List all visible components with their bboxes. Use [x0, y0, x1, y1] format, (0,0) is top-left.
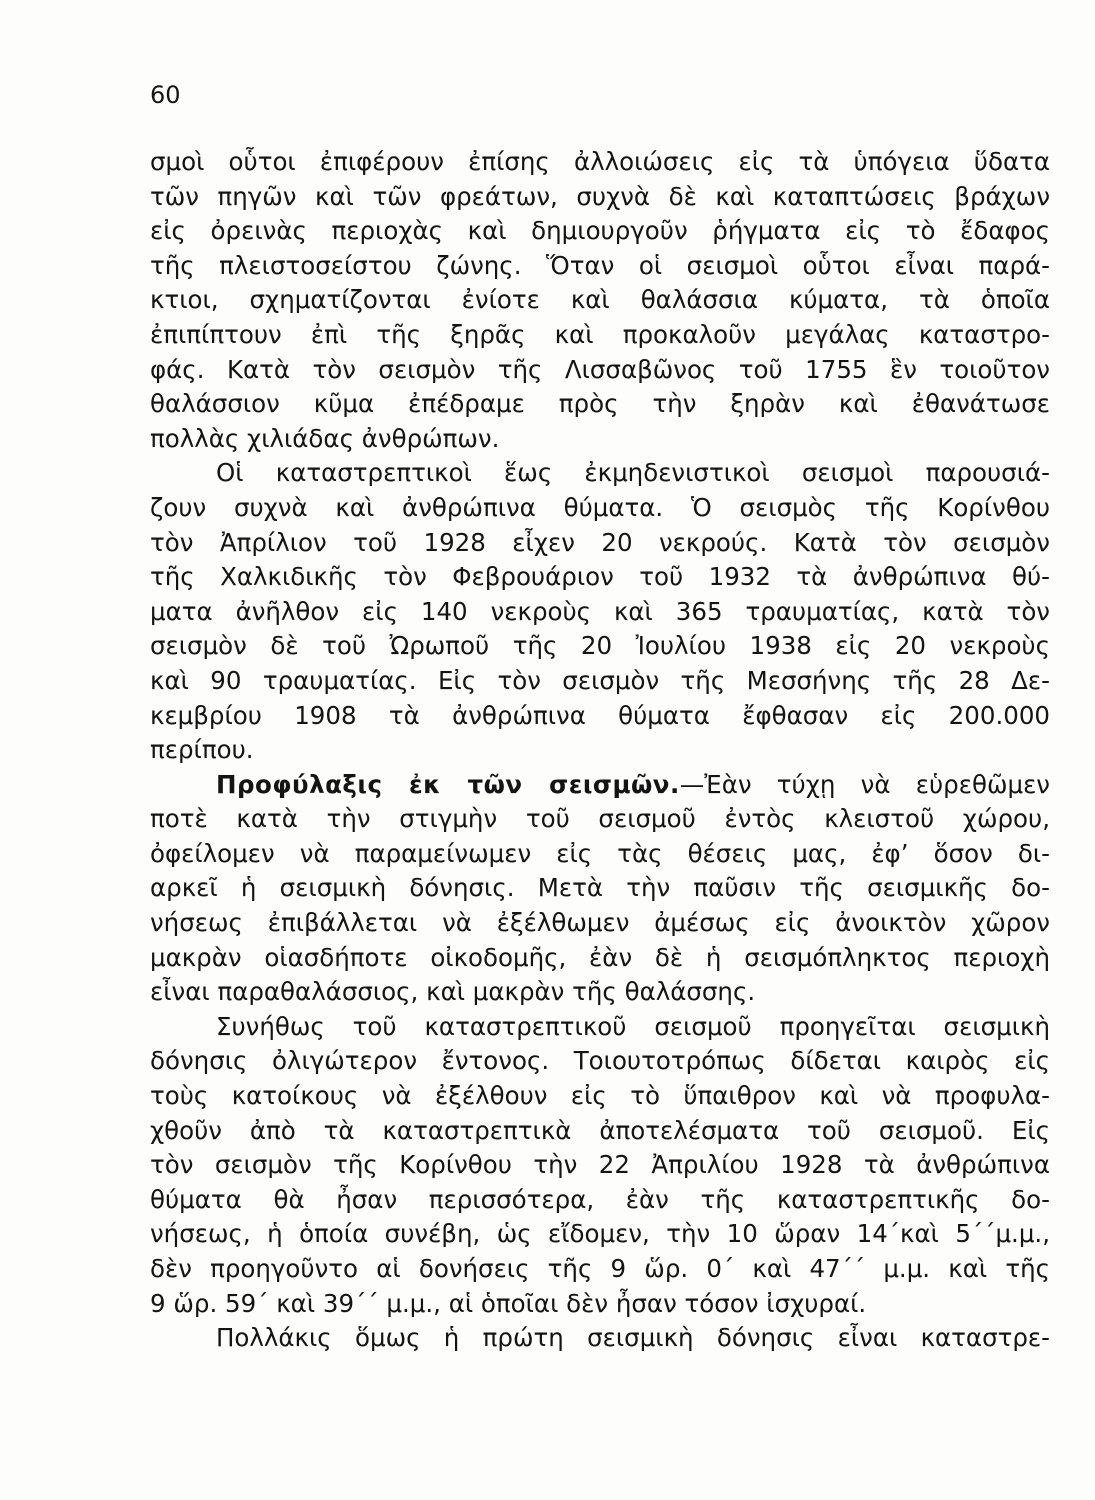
text-line: σμοὶ οὗτοι ἐπιφέρουν ἐπίσης ἀλλοιώσεις εἰς τὰ ὑπόγεια ὕδατα	[150, 147, 1050, 176]
text-line: νήσεως ἐπιβάλλεται νὰ ἐξέλθωμεν ἀμέσως εἰς ἀνοικτὸν χῶρον	[150, 908, 1050, 938]
text-line: τῆς Χαλκιδικῆς τὸν Φεβρουάριον τοῦ 1932 τὰ ἀνθρώπινα θύ-	[150, 562, 1050, 592]
text-line: δὲν προηγοῦντο αἱ δονήσεις τῆς 9 ὥρ. 0΄ καὶ 47΄΄ μ.μ. καὶ τῆς	[150, 1254, 1050, 1283]
text-line: Πολλάκις ὅμως ἡ πρώτη σεισμικὴ δόνησις εἶναι καταστρε-	[216, 1323, 1050, 1353]
text-line: θύματα θὰ ἦσαν περισσότερα, ἐὰν τῆς καταστρεπτικῆς δο-	[150, 1184, 1050, 1214]
text-line: τὸν Ἀπρίλιον τοῦ 1928 εἶχεν 20 νεκρούς. Κατὰ τὸν σεισμὸν	[150, 527, 1050, 557]
text-line: εἰς ὀρεινὰς περιοχὰς καὶ δημιουργοῦν ῥήγματα εἰς τὸ ἔδαφος	[150, 216, 1050, 246]
text-line: σεισμὸν δὲ τοῦ Ὠρωποῦ τῆς 20 Ἰουλίου 1938 εἰς 20 νεκροὺς	[150, 631, 1050, 661]
text-line: δόνησις ὀλιγώτερον ἔντονος. Τοιουτοτρόπως δίδεται καιρὸς εἰς	[150, 1046, 1050, 1076]
text-line: χθοῦν ἀπὸ τὰ καταστρεπτικὰ ἀποτελέσματα τοῦ σεισμοῦ. Εἰς	[150, 1115, 1050, 1145]
section-heading: Προφύλαξις ἐκ τῶν σεισμῶν.	[216, 769, 680, 799]
body-text	[150, 145, 1050, 1356]
text-line: κτιοι, σχηματίζονται ἐνίοτε καὶ θαλάσσια κύματα, τὰ ὁποῖα	[150, 285, 1050, 315]
text-line: τὸν σεισμὸν τῆς Κορίνθου τὴν 22 Ἀπριλίου 1928 τὰ ἀνθρώπινα	[150, 1150, 1050, 1180]
text-line: πολλὰς χιλιάδας ἀνθρώπων.	[150, 423, 500, 453]
text-line: εἶναι παραθαλάσσιος, καὶ μακρὰν τῆς θαλάσσης.	[150, 977, 756, 1007]
text-line: αρκεῖ ἡ σεισμικὴ δόνησις. Μετὰ τὴν παῦσιν τῆς σεισμικῆς δο-	[150, 873, 1050, 903]
text-line: φάς. Κατὰ τὸν σεισμὸν τῆς Λισσαβῶνος τοῦ 1755 ἓν τοιοῦτον	[150, 354, 1050, 384]
text-line: ματα ἀνῆλθον εἰς 140 νεκροὺς καὶ 365 τραυματίας, κατὰ τὸν	[150, 596, 1050, 626]
text-line: μακρὰν οἱασδήποτε οἰκοδομῆς, ἐὰν δὲ ἡ σεισμόπληκτος περιοχὴ	[150, 942, 1050, 972]
text-line: ζουν συχνὰ καὶ ἀνθρώπινα θύματα. Ὁ σεισμὸς τῆς Κορίνθου	[150, 492, 1050, 522]
text-line: ὀφείλομεν νὰ παραμείνωμεν εἰς τὰς θέσεις μας, ἐφ’ ὅσον δι-	[150, 838, 1050, 868]
text-line: θαλάσσιον κῦμα ἐπέδραμε πρὸς τὴν ξηρὰν καὶ ἐθανάτωσε	[150, 389, 1050, 419]
text-line: καὶ 90 τραυματίας. Εἰς τὸν σεισμὸν τῆς Μεσσήνης τῆς 28 Δε-	[150, 665, 1050, 695]
section-heading-line	[150, 768, 1050, 803]
text-line: Οἱ καταστρεπτικοὶ ἕως ἐκμηδενιστικοὶ σεισμοὶ παρουσιά-	[216, 458, 1050, 488]
page-number: 60	[150, 81, 181, 109]
text-line: τοὺς κατοίκους νὰ ἐξέλθουν εἰς τὸ ὕπαιθρον καὶ νὰ προφυλα-	[150, 1081, 1050, 1111]
text-line: ἐπιπίπτουν ἐπὶ τῆς ξηρᾶς καὶ προκαλοῦν μεγάλας καταστρο-	[150, 319, 1050, 349]
text-line: ποτὲ κατὰ τὴν στιγμὴν τοῦ σεισμοῦ ἐντὸς κλειστοῦ χώρου,	[150, 804, 1050, 834]
text-line: κεμβρίου 1908 τὰ ἀνθρώπινα θύματα ἔφθασαν εἰς 200.000	[150, 700, 1050, 730]
text-line: τῶν πηγῶν καὶ τῶν φρεάτων, συχνὰ δὲ καὶ καταπτώσεις βράχων	[150, 181, 1050, 211]
heading-line-text: —Ἐὰν τύχῃ νὰ εὑρεθῶμεν	[679, 769, 1050, 799]
text-line: Συνήθως τοῦ καταστρεπτικοῦ σεισμοῦ προηγεῖται σεισμικὴ	[216, 1011, 1050, 1041]
text-line: περίπου.	[150, 735, 254, 765]
text-line: νήσεως, ἡ ὁποία συνέβη, ὡς εἴδομεν, τὴν 10 ὥραν 14΄καὶ 5΄΄μ.μ.,	[150, 1219, 1050, 1249]
text-line: 9 ὥρ. 59΄ καὶ 39΄΄ μ.μ., αἱ ὁποῖαι δὲν ἦσαν τόσον ἰσχυραί.	[150, 1288, 867, 1318]
text-line: τῆς πλειστοσείστου ζώνης. Ὅταν οἱ σεισμοὶ οὗτοι εἶναι παρά-	[150, 250, 1050, 280]
